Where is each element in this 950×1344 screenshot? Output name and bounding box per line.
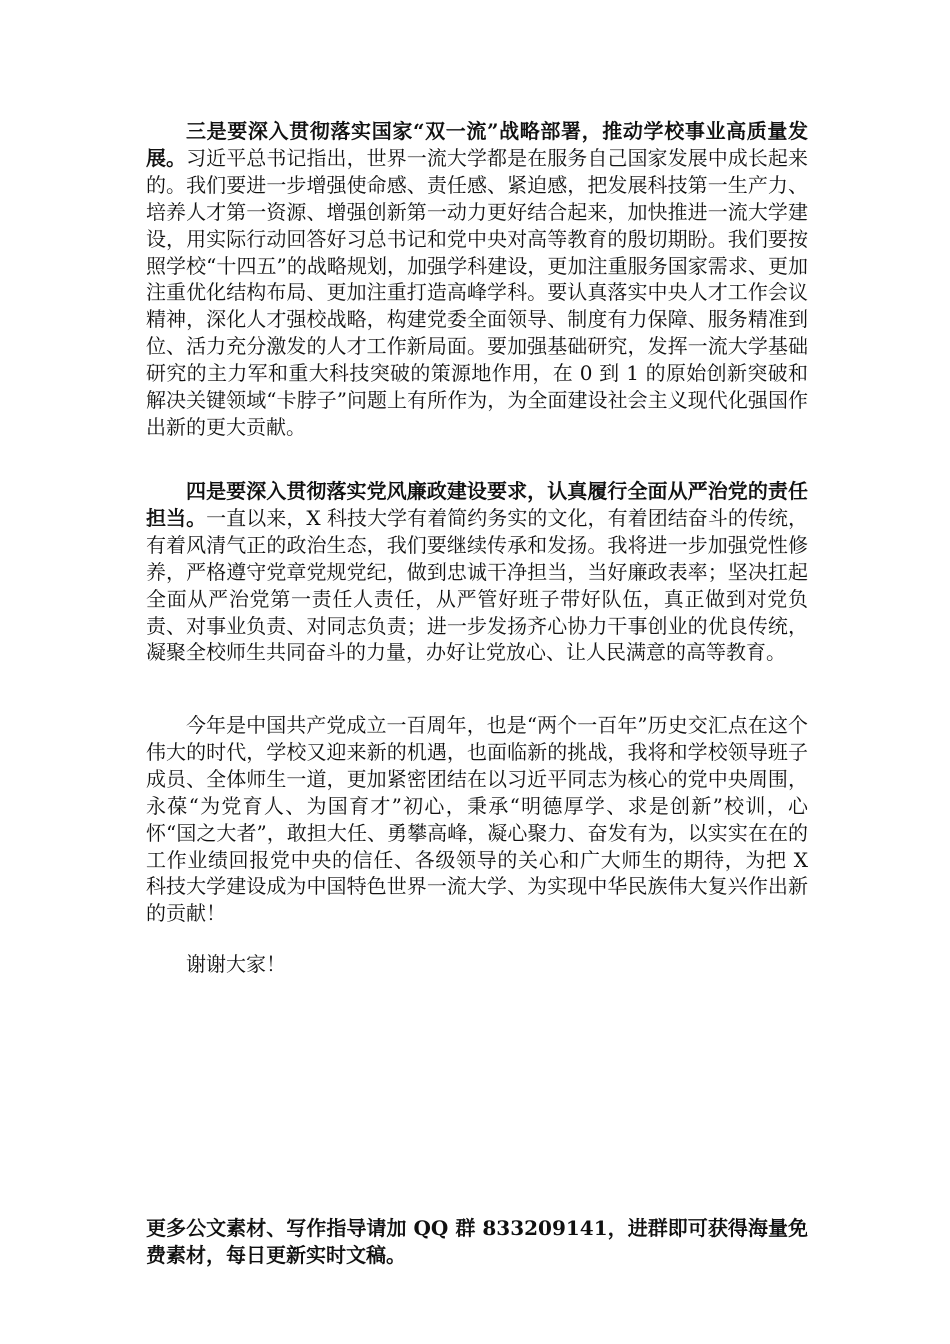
paragraph-body: 习近平总书记指出，世界一流大学都是在服务自己国家发展中成长起来的。我们要进一步增强使命感、责任感、紧迫感，把发展科技第一生产力、培养人才第一资源、增强创新第一动力更好结合起来，加快推进一流大学建设，用实际行动回答好习总书记和党中央对高等教育的殷切期盼。我们要按照学校“十四五”的战略规划，加强学科建设，更加注重服务国家需求、更加注重优化结构布局、更加注重打造高峰学科。要认真落实中央人才工作会议精神，深化人才强校战略，构建党委全面领导、制度有力保障、服务精准到位、活力充分激发的人才工作新局面。要加强基础研究，发挥一流大学基础研究的主力军和重大科技突破的策源地作用，在 0 到 1 的原始创新突破和解决关键领域“卡脖子”问题上有所作为，为全面建设社会主义现代化强国作出新的更大贡献。 xyxy=(146,145,808,439)
paragraph-body: 今年是中国共产党成立一百周年，也是“两个一百年”历史交汇点在这个伟大的时代，学校又迎来新的机遇，也面临新的挑战，我将和学校领导班子成员、全体师生一道，更加紧密团结在以习近平同志为核心的党中央周围，永葆“为党育人、为国育才”初心，秉承“明德厚学、求是创新”校训，心怀“国之大者”，敢担大任、勇攀高峰，凝心聚力、奋发有为，以实实在在的工作业绩回报党中央的信任、各级领导的关心和广大师生的期待，为把 X 科技大学建设成为中国特色世界一流大学、为实现中华民族伟大复兴作出新的贡献！ xyxy=(146,713,808,926)
paragraph-lead: 四是要深入贯彻落实党风廉政建设要求，认真履行全面从严治党的责任担当。 xyxy=(146,479,808,530)
footer-text: 更多公文素材、写作指导请加 QQ 群 833209141，进群即可获得海量免费素材，每日更新实时文稿。 xyxy=(146,1216,808,1267)
paragraph-thanks xyxy=(146,951,808,978)
paragraph-body: 谢谢大家！ xyxy=(186,952,286,976)
paragraph-centenary xyxy=(146,712,808,927)
paragraph-double-first-class xyxy=(146,118,808,441)
paragraph-body: 一直以来，X 科技大学有着简约务实的文化，有着团结奋斗的传统，有着风清气正的政治生态，我们要继续传承和发扬。我将进一步加强党性修养，严格遵守党章党规党纪，做到忠诚干净担当，当好廉政表率；坚决扛起全面从严治党第一责任人责任，从严管好班子带好队伍，真正做到对党负责、对事业负责、对同志负责；进一步发扬齐心协力干事创业的优良传统，凝聚全校师生共同奋斗的力量，办好让党放心、让人民满意的高等教育。 xyxy=(146,505,808,665)
footer-note xyxy=(146,1215,808,1269)
paragraph-lead: 三是要深入贯彻落实国家“双一流”战略部署，推动学校事业高质量发展。 xyxy=(146,119,808,170)
paragraph-party-conduct xyxy=(146,478,808,666)
